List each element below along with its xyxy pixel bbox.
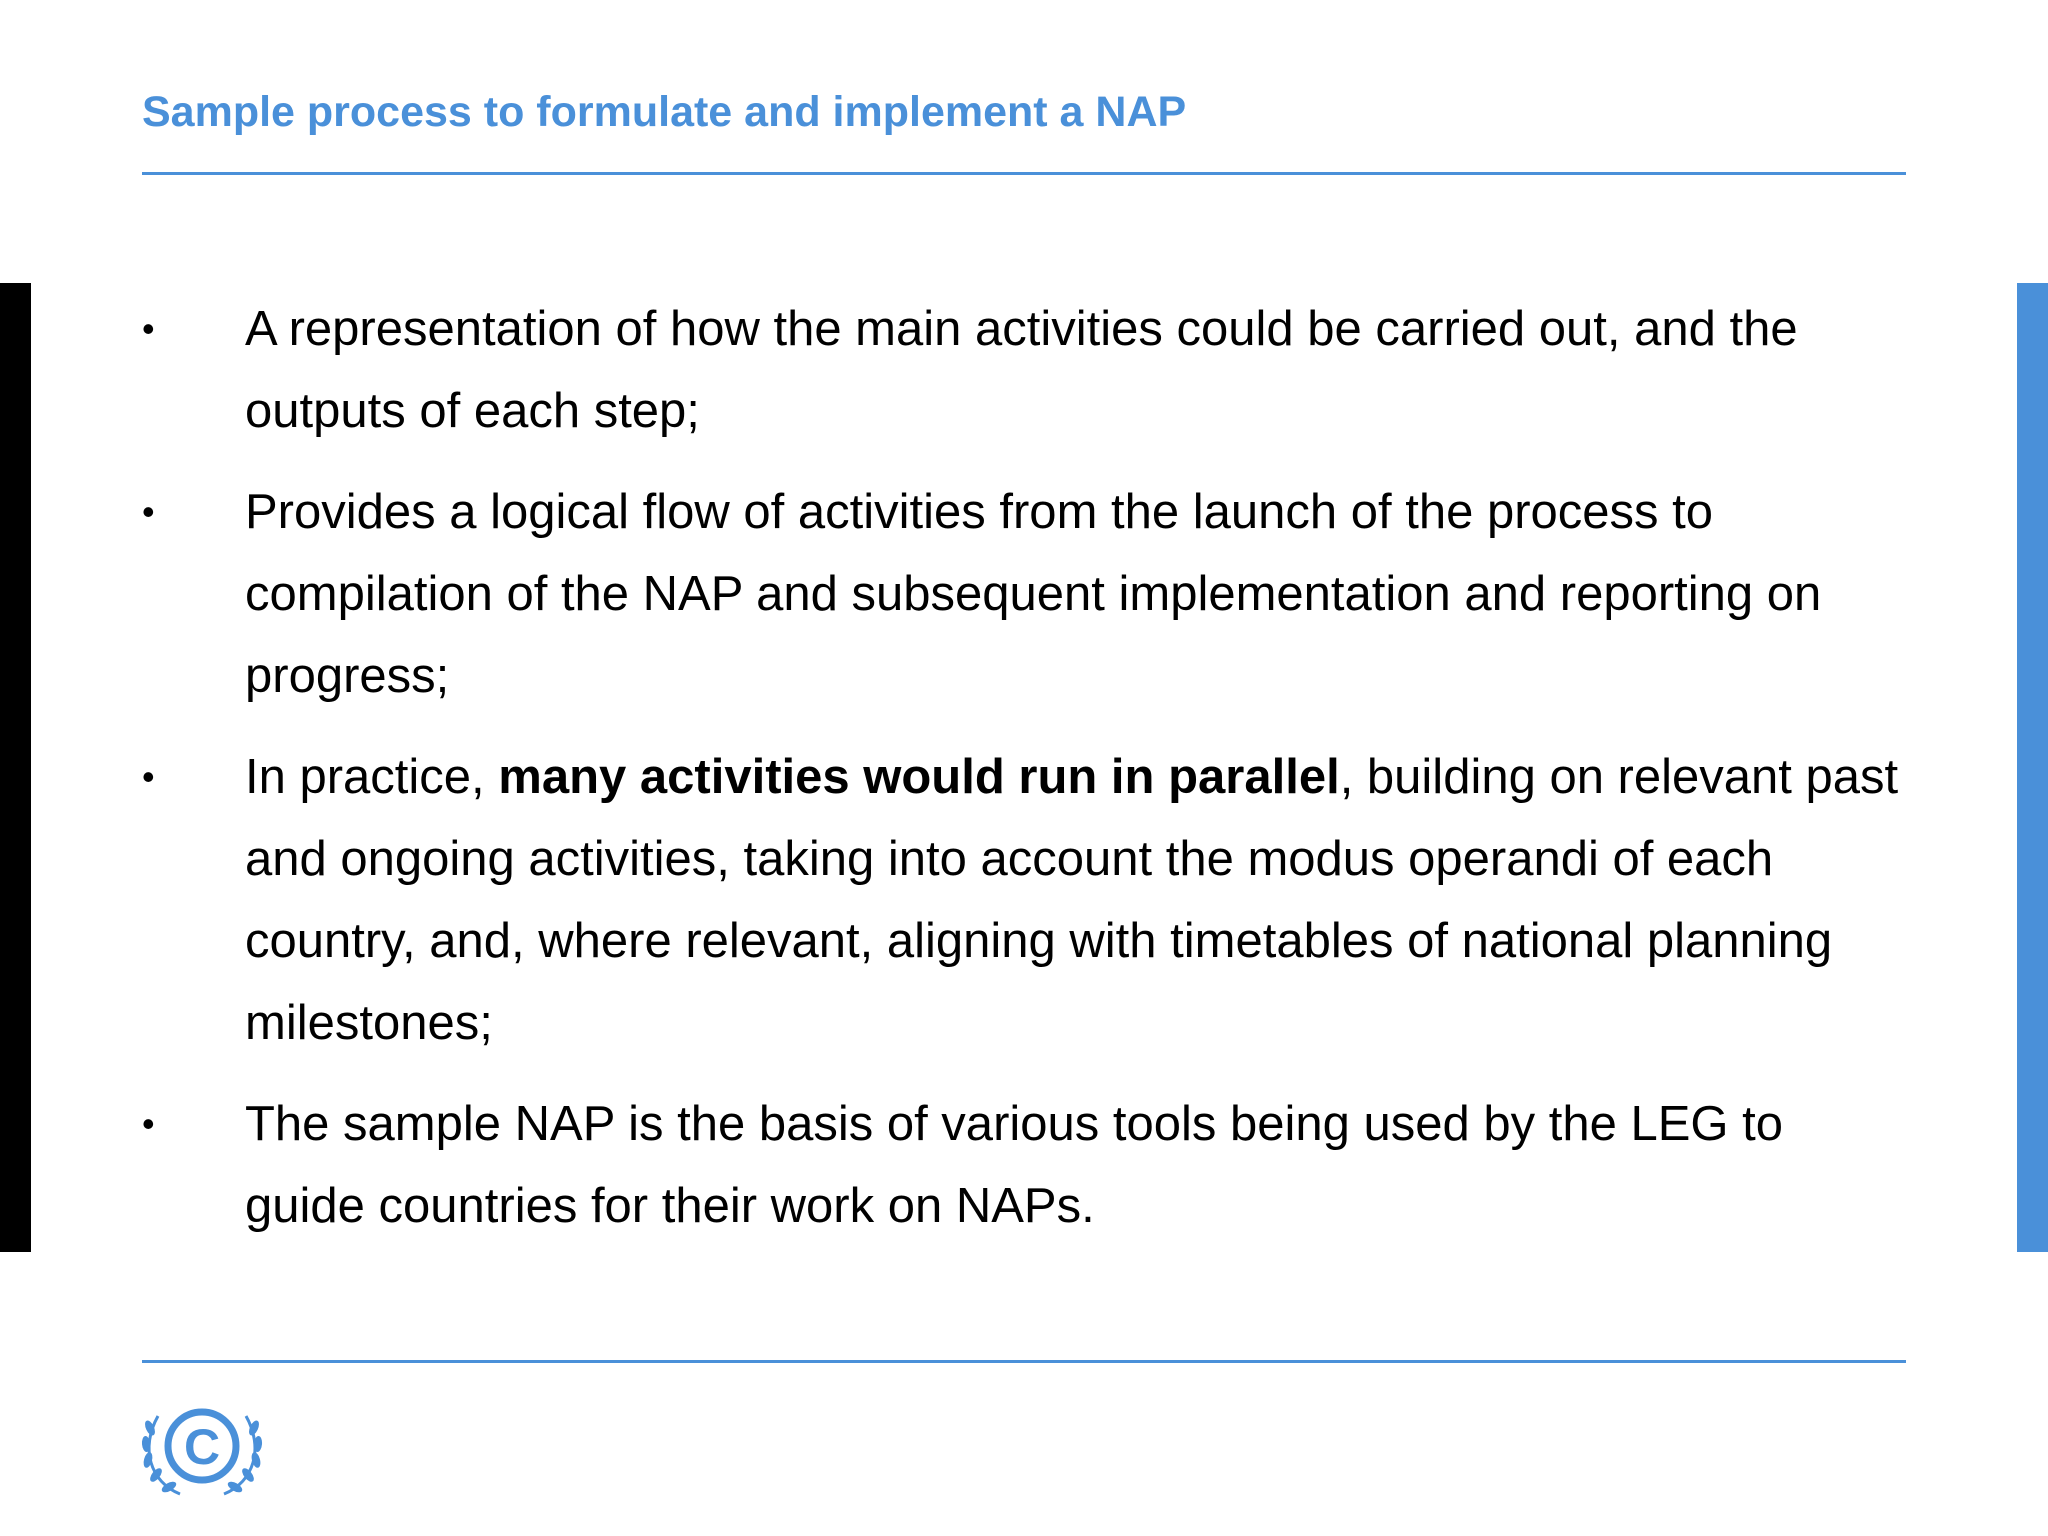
right-accent-bar — [2017, 283, 2048, 1252]
bullet-text-lead: In practice, — [245, 750, 499, 804]
bullet-text: Provides a logical flow of activities from the launch of the process to compilation of the NAP and subsequent implementation and reporting on progress; — [245, 485, 1822, 703]
bullet-item — [142, 471, 1902, 717]
bullet-marker: • — [142, 308, 155, 349]
bullet-marker: • — [142, 1103, 155, 1144]
bullet-marker: • — [142, 756, 155, 797]
bullet-item — [142, 1083, 1902, 1247]
top-divider — [142, 172, 1906, 175]
logo-letter: C — [183, 1419, 221, 1475]
left-accent-bar — [0, 283, 31, 1252]
bullet-text: The sample NAP is the basis of various tools being used by the LEG to guide countries for their work on NAPs. — [245, 1097, 1783, 1233]
bullet-item — [142, 288, 1902, 452]
slide-title: Sample process to formulate and implement a NAP — [142, 88, 1187, 136]
bullet-text-rest: , building on relevant past and ongoing activities, taking into account the modus operandi of each country, and, where relevant, aligning with timetables of national planning milestones; — [245, 750, 1899, 1050]
bottom-divider — [142, 1360, 1906, 1363]
bullet-text — [245, 750, 1898, 1050]
bullet-list — [142, 288, 1902, 1266]
bullet-marker: • — [142, 491, 155, 532]
bullet-item — [142, 736, 1902, 1064]
bullet-text: A representation of how the main activities could be carried out, and the outputs of each step; — [245, 302, 1798, 438]
unfccc-logo-icon — [136, 1398, 268, 1504]
bullet-text-emphasis: many activities would run in parallel — [498, 750, 1340, 804]
